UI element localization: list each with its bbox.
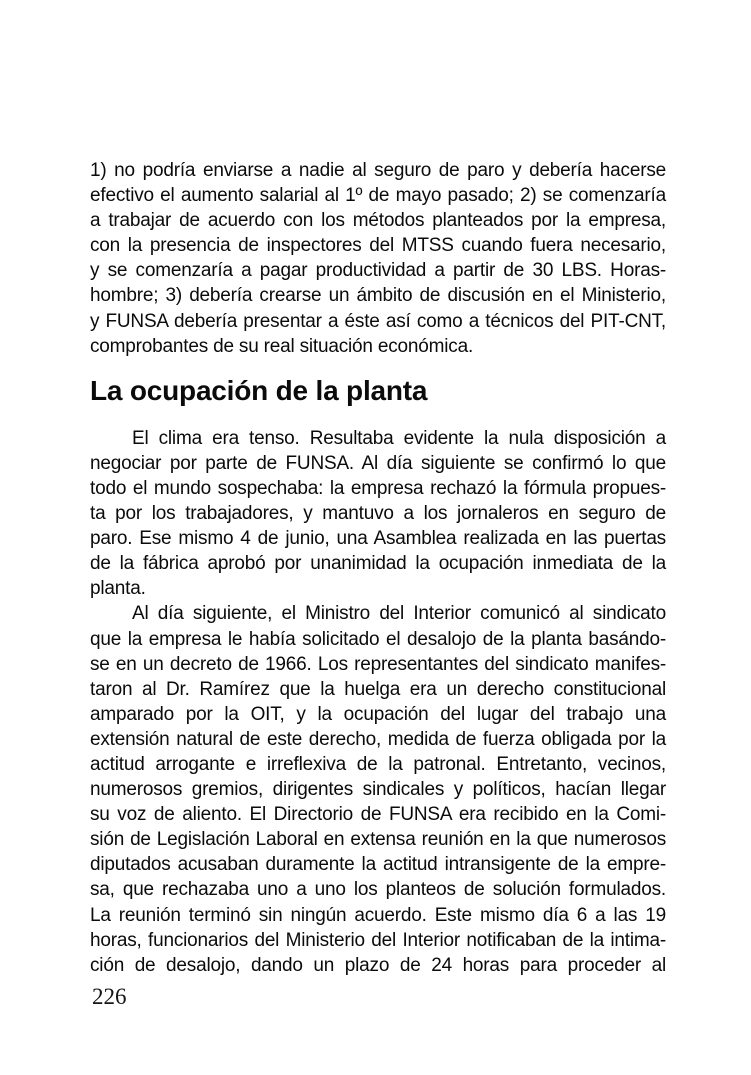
text-line: actitud arrogante e irreflexiva de la patronal. Entretanto, vecinos, [90,753,666,775]
text-line: amparado por la OIT, y la ocupación del lugar del trabajo una [90,703,666,725]
text-line: sión de Legislación Laboral en extensa reunión en la que numerosos [90,829,666,851]
text-line: y se comenzaría a pagar productividad a partir de 30 LBS. Horas- [90,260,666,282]
section-heading: La ocupación de la planta [90,374,428,406]
text-line: de la fábrica aprobó por unanimidad la ocupación inmediata de la [90,553,666,575]
text-line: comprobantes de su real situación económica. [90,335,474,357]
text-line: horas, funcionarios del Ministerio del Interior notificaban de la intima- [90,929,666,951]
text-line: El clima era tenso. Resultaba evidente la nula disposición a [132,427,666,449]
text-line: extensión natural de este derecho, medida de fuerza obligada por la [90,728,666,750]
text-line: taron al Dr. Ramírez que la huelga era un derecho constitucional [90,678,666,700]
text-line: numerosos gremios, dirigentes sindicales y políticos, hacían llegar [90,779,666,801]
text-line: planta. [90,578,146,600]
text-line: a trabajar de acuerdo con los métodos planteados por la empresa, [90,210,666,232]
body-text [90,158,666,978]
text-line: sa, que rechazaba uno a uno los planteos de solución formulados. [90,879,666,901]
text-line: hombre; 3) debería crearse un ámbito de discusión en el Ministerio, [90,285,666,307]
text-line: y FUNSA debería presentar a éste así como a técnicos del PIT-CNT, [90,310,666,332]
text-line: Al día siguiente, el Ministro del Interior comunicó al sindicato [132,603,666,625]
text-line: 1) no podría enviarse a nadie al seguro de paro y debería hacerse [90,160,666,181]
text-line: paro. Ese mismo 4 de junio, una Asamblea realizada en las puertas [90,528,666,550]
text-line: su voz de aliento. El Directorio de FUNSA era recibido en la Comi- [90,804,666,826]
paragraph [90,601,666,977]
text-line: que la empresa le había solicitado el desalojo de la planta basándo- [90,628,666,650]
text-line: ta por los trabajadores, y mantuvo a los jornaleros en seguro de [90,503,666,525]
text-line: con la presencia de inspectores del MTSS cuando fuera necesario, [90,235,666,257]
paragraph-continuation [90,158,666,359]
text-line: ción de desalojo, dando un plazo de 24 horas para proceder al [90,954,666,976]
text-line: negociar por parte de FUNSA. Al día siguiente se confirmó lo que [90,452,666,474]
text-line: todo el mundo sospechaba: la empresa rechazó la fórmula propues- [90,477,666,499]
text-line: diputados acusaban duramente la actitud intransigente de la empre- [90,854,666,876]
text-line: se en un decreto de 1966. Los representantes del sindicato manifes- [90,653,666,675]
text-line: efectivo el aumento salarial al 1º de mayo pasado; 2) se comenzaría [90,185,666,207]
paragraph [90,426,666,602]
page-number: 226 [92,984,127,1009]
text-line: La reunión terminó sin ningún acuerdo. Este mismo día 6 a las 19 [90,904,666,926]
